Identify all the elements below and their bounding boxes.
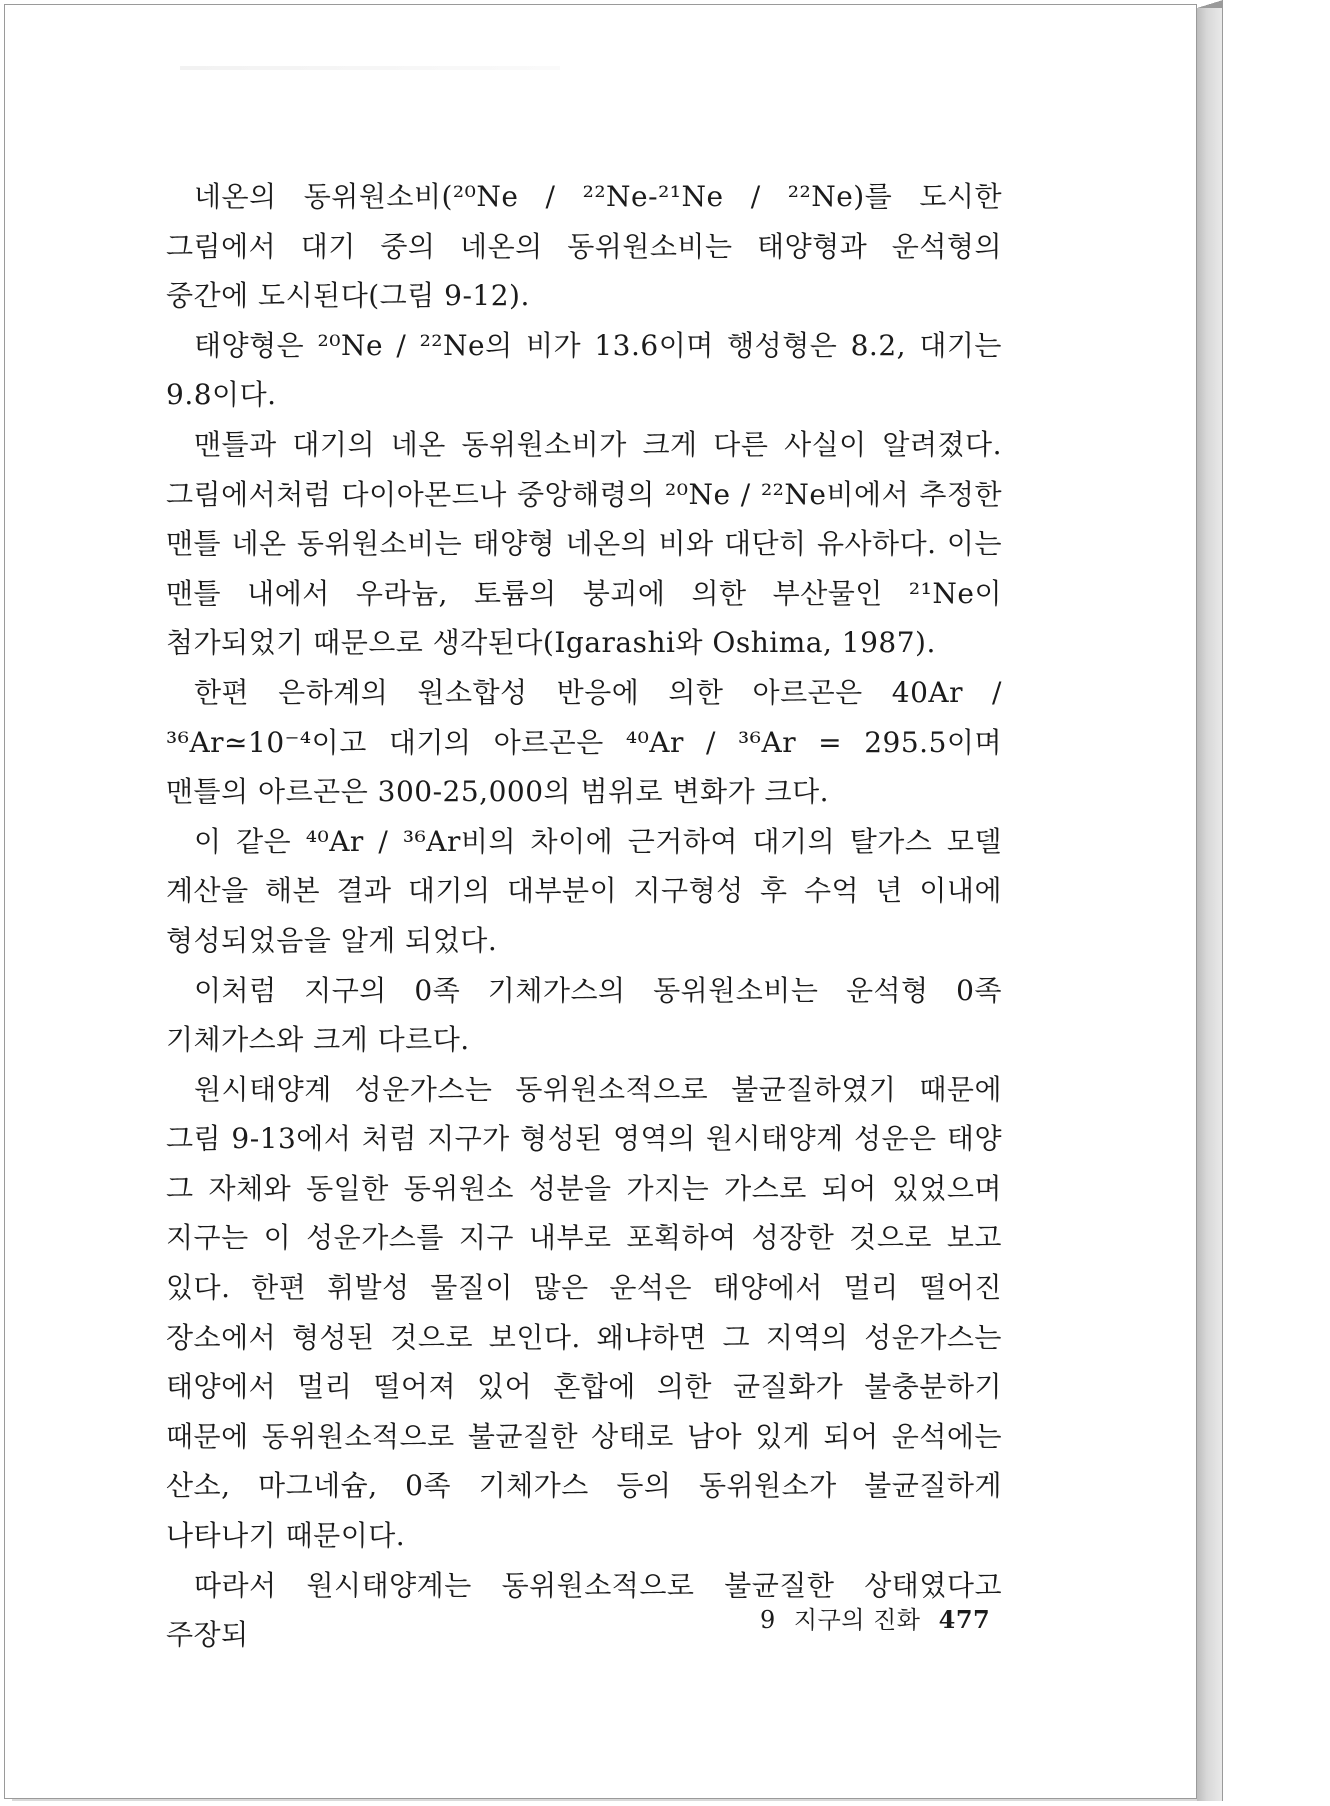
- chapter-number: 9: [760, 1606, 776, 1634]
- page-number: 477: [938, 1605, 991, 1634]
- paragraph-solar-type: 태양형은 ²⁰Ne / ²²Ne의 비가 13.6이며 행성형은 8.2, 대기는 9.8이다.: [166, 328, 1002, 412]
- paragraph-nebula-gas: 원시태양계 성운가스는 동위원소적으로 불균질하였기 때문에 그림 9-13에서 처럼 지구가 형성된 영역의 원시태양계 성운은 태양 그 자체와 동일한 동위원소 성분을 가지는 가스로 되어 있었으며 지구는 이 성운가스를 지구 내부로 포획하여 성장한 것으로 보고 있다. 한편 휘발성 물질이 많은 운석은 태양에서 멀리 떨어진 장소에서 형성된 것으로 보인다. 왜냐하면 그 지역의 성운가스는 태양에서 멀리 떨어져 있어 혼합에 의한 균질화가 불충분하기 때문에 동위원소적으로 불균질한 상태로 남아 있게 되어 운석에는 산소, 마그네슘, 0족 기체가스 등의 동위원소가 불균질하게 나타나기 때문이다.: [166, 1072, 1002, 1553]
- faint-header-mark: [180, 66, 560, 70]
- paragraph-conclusion: 따라서 원시태양계는 동위원소적으로 불균질한 상태였다고 주장되: [166, 1568, 1002, 1652]
- paragraph-degassing-model: 이 같은 ⁴⁰Ar / ³⁶Ar비의 차이에 근거하여 대기의 탈가스 모델 계산을 해본 결과 대기의 대부분이 지구형성 후 수억 년 이내에 형성되었음을 알게 되었다.: [166, 824, 1002, 957]
- chapter-title: 지구의 진화: [793, 1606, 921, 1634]
- paragraph-noble-gas: 이처럼 지구의 0족 기체가스의 동위원소비는 운석형 0족 기체가스와 크게 다르다.: [166, 973, 1002, 1057]
- body-text: [166, 172, 1002, 1660]
- paragraph-argon: 한편 은하계의 원소합성 반응에 의한 아르곤은 40Ar / ³⁶Ar≃10⁻⁴이고 대기의 아르곤은 ⁴⁰Ar / ³⁶Ar = 295.5이며 맨틀의 아르곤은 300-25,000의 범위로 변화가 크다.: [166, 675, 1002, 809]
- paragraph-neon-ratio: 네온의 동위원소비(²⁰Ne / ²²Ne-²¹Ne / ²²Ne)를 도시한 그림에서 대기 중의 네온의 동위원소비는 태양형과 운석형의 중간에 도시된다(그림 9-12).: [166, 180, 1002, 313]
- page-footer: [760, 1600, 1000, 1635]
- page-edge-stack: [1197, 6, 1223, 1801]
- paragraph-mantle-neon: 맨틀과 대기의 네온 동위원소비가 크게 다른 사실이 알려졌다. 그림에서처럼 다이아몬드나 중앙해령의 ²⁰Ne / ²²Ne비에서 추정한 맨틀 네온 동위원소비는 태양형 네온의 비와 대단히 유사하다. 이는 맨틀 내에서 우라늄, 토륨의 붕괴에 의한 부산물인 ²¹Ne이 첨가되었기 때문으로 생각된다(Igarashi와 Oshima, 1987).: [166, 427, 1002, 660]
